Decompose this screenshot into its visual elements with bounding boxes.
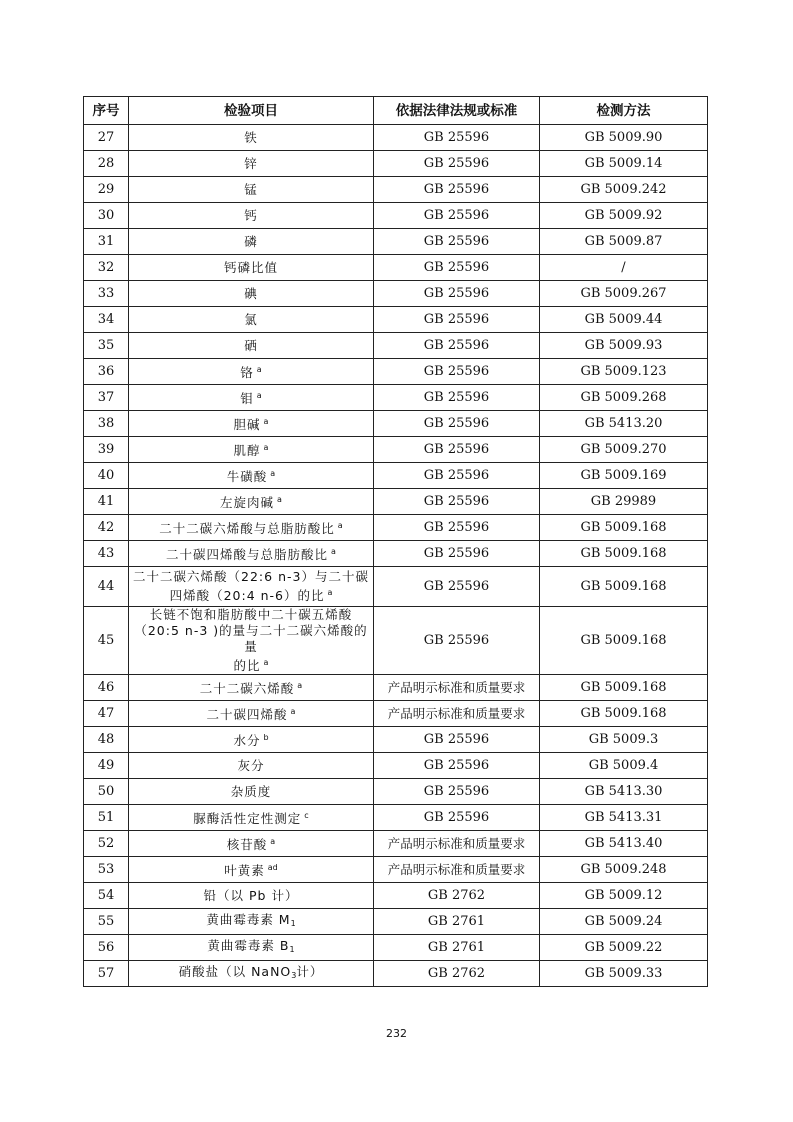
test-item: [129, 437, 374, 463]
row-number: 30: [84, 203, 129, 229]
footnote-marker: a: [263, 658, 269, 667]
legal-basis: GB 25596: [374, 541, 540, 567]
header-basis: 依据法律法规或标准: [374, 97, 540, 125]
legal-basis: GB 25596: [374, 151, 540, 177]
test-item: [129, 203, 374, 229]
row-number: 33: [84, 281, 129, 307]
table-row: [84, 437, 708, 463]
test-item: [129, 359, 374, 385]
row-number: 50: [84, 779, 129, 805]
test-item-line: 四烯酸（20:4 n-6）的比: [169, 588, 325, 603]
test-method: GB 5009.93: [540, 333, 708, 359]
test-item: [129, 385, 374, 411]
test-method: GB 5009.123: [540, 359, 708, 385]
table-row: [84, 359, 708, 385]
table-row: [84, 857, 708, 883]
test-method: GB 29989: [540, 489, 708, 515]
footnote-marker: a: [337, 521, 343, 530]
legal-basis: 产品明示标准和质量要求: [374, 675, 540, 701]
row-number: 42: [84, 515, 129, 541]
test-item: [129, 831, 374, 857]
test-item-label: 二十碳四烯酸与总脂肪酸比: [166, 547, 329, 562]
row-number: 35: [84, 333, 129, 359]
test-item-label: 硒: [244, 337, 258, 353]
legal-basis: GB 2762: [374, 961, 540, 987]
row-number: 47: [84, 701, 129, 727]
legal-basis: GB 25596: [374, 177, 540, 203]
legal-basis: GB 25596: [374, 567, 540, 607]
legal-basis: GB 25596: [374, 125, 540, 151]
table-row: [84, 255, 708, 281]
test-method: /: [540, 255, 708, 281]
test-item-line: 长链不饱和脂肪酸中二十碳五烯酸: [149, 607, 353, 622]
test-item: [129, 489, 374, 515]
test-item-label: 核苷酸: [226, 837, 268, 852]
legal-basis: GB 25596: [374, 727, 540, 753]
row-number: 45: [84, 607, 129, 675]
footnote-marker: a: [270, 837, 276, 846]
test-item-label: 二十二碳六烯酸: [199, 681, 295, 696]
test-item: [129, 935, 374, 961]
test-item: [129, 307, 374, 333]
footnote-marker: ad: [267, 863, 278, 872]
test-method: GB 5009.33: [540, 961, 708, 987]
test-item-label: 铅（以 Pb 计）: [203, 887, 299, 903]
row-number: 34: [84, 307, 129, 333]
table-row: [84, 411, 708, 437]
test-method: GB 5009.268: [540, 385, 708, 411]
footnote-marker: a: [277, 495, 282, 504]
test-method: GB 5009.169: [540, 463, 708, 489]
test-method: GB 5009.168: [540, 607, 708, 675]
test-item-label: 碘: [244, 285, 258, 301]
test-item: [129, 883, 374, 909]
header-no: 序号: [84, 97, 129, 125]
table-row: [84, 701, 708, 727]
row-number: 55: [84, 909, 129, 935]
row-number: 36: [84, 359, 129, 385]
test-item: [129, 463, 374, 489]
test-item-label: 铬: [240, 365, 254, 380]
row-number: 52: [84, 831, 129, 857]
legal-basis: 产品明示标准和质量要求: [374, 831, 540, 857]
legal-basis: GB 25596: [374, 753, 540, 779]
test-method: GB 5009.24: [540, 909, 708, 935]
table-row: [84, 385, 708, 411]
test-item-label: 硝酸盐（以 NaNO: [178, 963, 292, 979]
test-item: [129, 675, 374, 701]
test-item: [129, 541, 374, 567]
table-row: [84, 333, 708, 359]
legal-basis: GB 25596: [374, 281, 540, 307]
test-item-label: 叶黄素: [224, 863, 265, 878]
footnote-marker: a: [263, 443, 269, 452]
test-method: GB 5009.168: [540, 567, 708, 607]
table-row: [84, 805, 708, 831]
row-number: 28: [84, 151, 129, 177]
table-row: [84, 831, 708, 857]
footnote-marker: a: [327, 588, 333, 597]
test-method: GB 5413.30: [540, 779, 708, 805]
test-method: GB 5009.14: [540, 151, 708, 177]
test-item-label: 脲酶活性定性测定: [193, 811, 302, 826]
test-item-label: 二十二碳六烯酸与总脂肪酸比: [159, 521, 335, 536]
test-item-label: 左旋肉碱: [220, 495, 275, 510]
test-method: GB 5009.90: [540, 125, 708, 151]
test-item-line: （20:5 n-3 )的量与二十二碳六烯酸的量: [134, 623, 368, 654]
table-row: [84, 567, 708, 607]
test-item-label: 杂质度: [230, 783, 272, 799]
table-row: [84, 883, 708, 909]
legal-basis: GB 25596: [374, 203, 540, 229]
row-number: 38: [84, 411, 129, 437]
row-number: 39: [84, 437, 129, 463]
subscript: 1: [289, 944, 295, 954]
legal-basis: GB 25596: [374, 607, 540, 675]
header-method: 检测方法: [540, 97, 708, 125]
table-row: [84, 727, 708, 753]
row-number: 51: [84, 805, 129, 831]
row-number: 31: [84, 229, 129, 255]
row-number: 48: [84, 727, 129, 753]
test-item: [129, 229, 374, 255]
row-number: 56: [84, 935, 129, 961]
table-row: [84, 125, 708, 151]
page-number: 232: [386, 1027, 407, 1040]
legal-basis: 产品明示标准和质量要求: [374, 701, 540, 727]
test-item-label: 二十碳四烯酸: [206, 707, 288, 722]
row-number: 40: [84, 463, 129, 489]
legal-basis: GB 25596: [374, 255, 540, 281]
row-number: 27: [84, 125, 129, 151]
legal-basis: GB 25596: [374, 307, 540, 333]
footnote-marker: b: [263, 733, 269, 742]
table-row: [84, 515, 708, 541]
table-row: [84, 177, 708, 203]
legal-basis: GB 25596: [374, 779, 540, 805]
legal-basis: GB 2761: [374, 909, 540, 935]
test-item-label: 锌: [244, 155, 258, 171]
legal-basis: GB 25596: [374, 229, 540, 255]
test-method: GB 5413.20: [540, 411, 708, 437]
table-row: [84, 909, 708, 935]
test-item-label: 铁: [244, 129, 258, 145]
test-method: GB 5009.4: [540, 753, 708, 779]
table-header-row: [84, 97, 708, 125]
table-row: [84, 607, 708, 675]
test-item-label: 黄曲霉毒素 M: [206, 911, 291, 927]
row-number: 43: [84, 541, 129, 567]
legal-basis: GB 2762: [374, 883, 540, 909]
test-item-label: 磷: [244, 233, 258, 249]
test-item: [129, 753, 374, 779]
test-method: GB 5009.168: [540, 701, 708, 727]
table-row: [84, 463, 708, 489]
table-row: [84, 961, 708, 987]
footnote-marker: a: [331, 547, 336, 556]
legal-basis: GB 25596: [374, 489, 540, 515]
table-row: [84, 151, 708, 177]
row-number: 37: [84, 385, 129, 411]
header-item: 检验项目: [129, 97, 374, 125]
test-item: [129, 607, 374, 675]
test-method: GB 5009.168: [540, 541, 708, 567]
test-item: [129, 779, 374, 805]
test-item-label: 钼: [240, 391, 254, 406]
table-body: [84, 125, 708, 987]
test-method: GB 5009.242: [540, 177, 708, 203]
test-item: [129, 125, 374, 151]
subscript: 1: [290, 918, 296, 928]
row-number: 32: [84, 255, 129, 281]
footnote-marker: a: [270, 469, 276, 478]
test-item-line: 二十二碳六烯酸（22:6 n-3）与二十碳: [133, 569, 369, 584]
footnote-marker: a: [297, 681, 303, 690]
table-row: [84, 935, 708, 961]
row-number: 49: [84, 753, 129, 779]
test-item: [129, 515, 374, 541]
test-item: [129, 567, 374, 607]
legal-basis: GB 25596: [374, 463, 540, 489]
test-item: [129, 805, 374, 831]
test-item-label: 钙: [244, 207, 258, 223]
legal-basis: GB 25596: [374, 411, 540, 437]
test-method: GB 5009.248: [540, 857, 708, 883]
table-row: [84, 203, 708, 229]
table-row: [84, 229, 708, 255]
row-number: 54: [84, 883, 129, 909]
test-item: [129, 961, 374, 987]
test-method: GB 5009.267: [540, 281, 708, 307]
subscript: 3: [291, 970, 297, 980]
test-method: GB 5009.87: [540, 229, 708, 255]
test-item-label: 胆碱: [233, 417, 261, 432]
test-method: GB 5009.44: [540, 307, 708, 333]
row-number: 53: [84, 857, 129, 883]
test-item: [129, 701, 374, 727]
test-method: GB 5413.40: [540, 831, 708, 857]
test-method: GB 5009.12: [540, 883, 708, 909]
footnote-marker: a: [256, 391, 262, 400]
test-method: GB 5009.168: [540, 675, 708, 701]
table-row: [84, 675, 708, 701]
test-item: [129, 255, 374, 281]
test-method: GB 5009.168: [540, 515, 708, 541]
test-item: [129, 281, 374, 307]
table-row: [84, 307, 708, 333]
legal-basis: GB 25596: [374, 385, 540, 411]
legal-basis: GB 25596: [374, 437, 540, 463]
legal-basis: GB 25596: [374, 333, 540, 359]
row-number: 44: [84, 567, 129, 607]
legal-basis: GB 25596: [374, 515, 540, 541]
row-number: 46: [84, 675, 129, 701]
row-number: 41: [84, 489, 129, 515]
test-method: GB 5009.92: [540, 203, 708, 229]
test-item: [129, 411, 374, 437]
test-item-line: 的比: [233, 658, 261, 673]
legal-basis: GB 25596: [374, 359, 540, 385]
table-row: [84, 489, 708, 515]
test-item-label: 钙磷比值: [223, 259, 278, 275]
table-row: [84, 779, 708, 805]
table-row: [84, 281, 708, 307]
table-row: [84, 541, 708, 567]
test-item-label: 灰分: [237, 757, 265, 773]
inspection-table: [83, 96, 708, 987]
legal-basis: GB 25596: [374, 805, 540, 831]
footnote-marker: a: [263, 417, 269, 426]
row-number: 57: [84, 961, 129, 987]
test-item-label: 肌醇: [233, 443, 261, 458]
test-item-tail: 计）: [296, 963, 324, 979]
test-method: GB 5009.3: [540, 727, 708, 753]
test-item: [129, 857, 374, 883]
row-number: 29: [84, 177, 129, 203]
test-item-label: 氯: [244, 311, 258, 327]
test-item-label: 锰: [244, 181, 258, 197]
table-row: [84, 753, 708, 779]
test-method: GB 5413.31: [540, 805, 708, 831]
test-item: [129, 727, 374, 753]
test-item: [129, 177, 374, 203]
legal-basis: GB 2761: [374, 935, 540, 961]
test-item: [129, 333, 374, 359]
test-item-label: 牛磺酸: [226, 469, 268, 484]
test-item: [129, 151, 374, 177]
test-method: GB 5009.270: [540, 437, 708, 463]
test-item-label: 黄曲霉毒素 B: [207, 937, 290, 953]
test-method: GB 5009.22: [540, 935, 708, 961]
footnote-marker: a: [256, 365, 262, 374]
test-item-label: 水分: [233, 733, 261, 748]
footnote-marker: a: [290, 707, 296, 716]
legal-basis: 产品明示标准和质量要求: [374, 857, 540, 883]
footnote-marker: c: [304, 811, 309, 820]
test-item: [129, 909, 374, 935]
